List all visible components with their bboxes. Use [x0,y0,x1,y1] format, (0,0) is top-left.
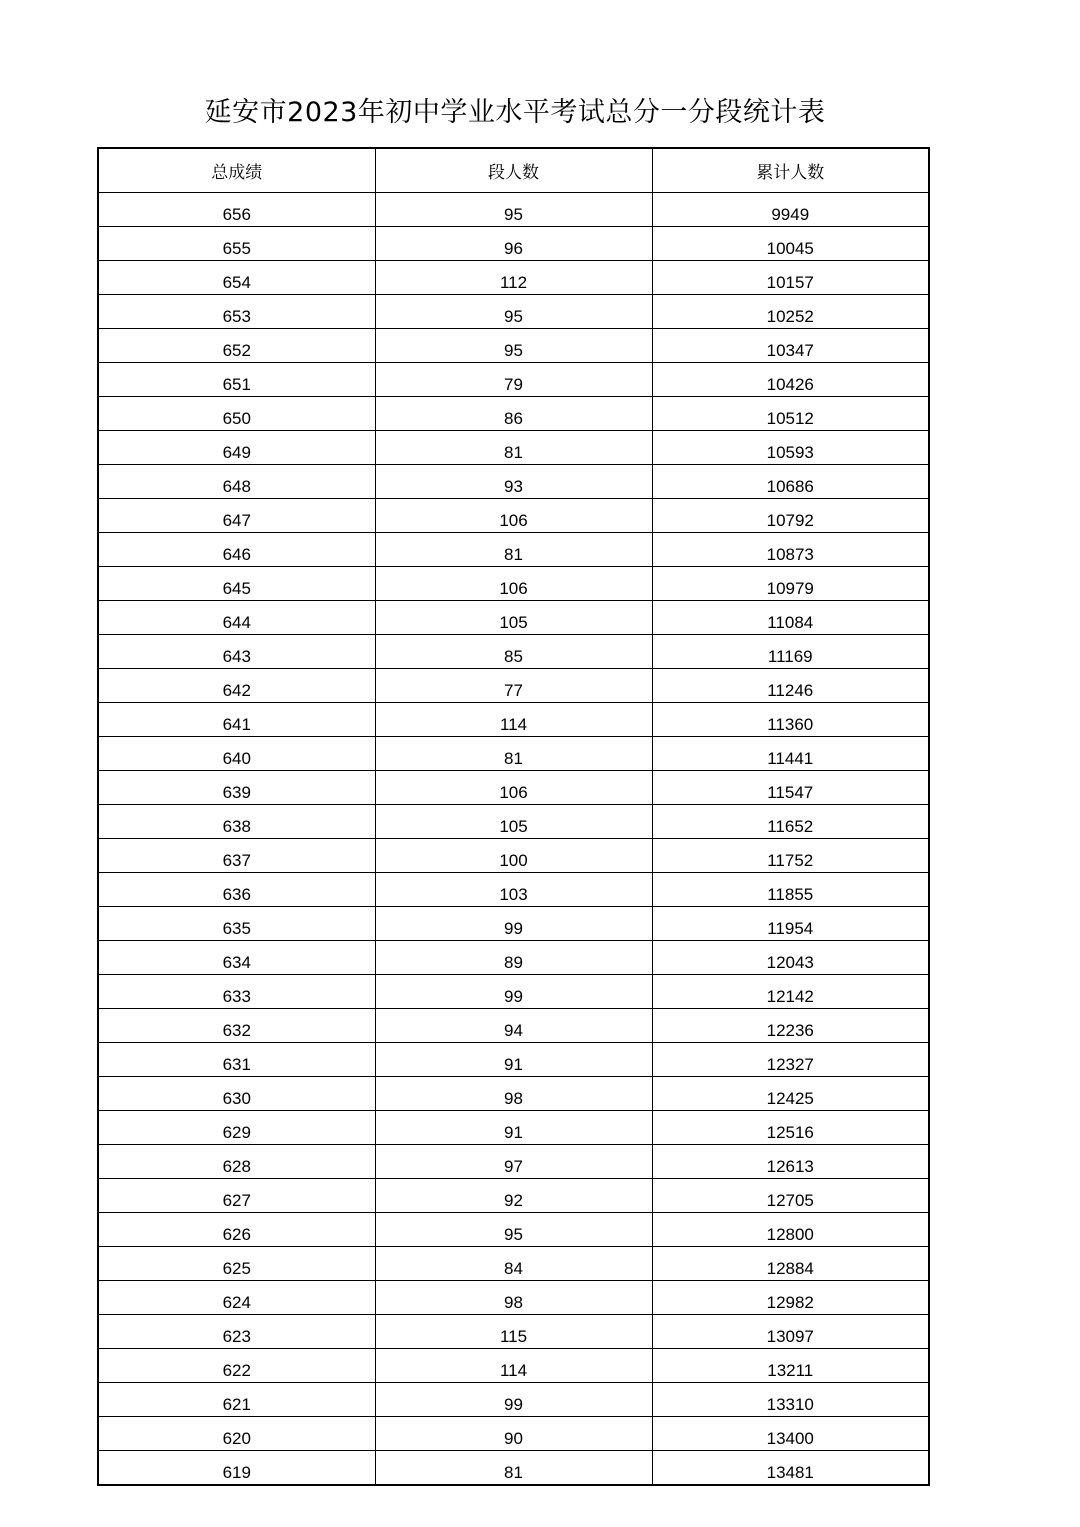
cell-segment-count: 91 [375,1111,652,1145]
cell-segment-count: 114 [375,703,652,737]
table-row [98,329,929,363]
cell-total-score: 640 [98,737,375,771]
cell-segment-count: 95 [375,329,652,363]
cell-total-score: 654 [98,261,375,295]
cell-cumulative-count: 10593 [652,431,929,465]
cell-total-score: 630 [98,1077,375,1111]
cell-total-score: 652 [98,329,375,363]
cell-total-score: 647 [98,499,375,533]
cell-cumulative-count: 12142 [652,975,929,1009]
table-row [98,1417,929,1451]
table-row [98,601,929,635]
cell-cumulative-count: 13310 [652,1383,929,1417]
cell-cumulative-count: 10873 [652,533,929,567]
cell-segment-count: 96 [375,227,652,261]
cell-segment-count: 86 [375,397,652,431]
cell-total-score: 623 [98,1315,375,1349]
cell-cumulative-count: 11855 [652,873,929,907]
cell-cumulative-count: 13097 [652,1315,929,1349]
cell-total-score: 645 [98,567,375,601]
cell-segment-count: 89 [375,941,652,975]
cell-total-score: 626 [98,1213,375,1247]
cell-cumulative-count: 12516 [652,1111,929,1145]
cell-segment-count: 81 [375,533,652,567]
cell-total-score: 619 [98,1451,375,1486]
cell-cumulative-count: 12705 [652,1179,929,1213]
cell-segment-count: 77 [375,669,652,703]
table-row [98,1009,929,1043]
cell-total-score: 621 [98,1383,375,1417]
cell-segment-count: 90 [375,1417,652,1451]
cell-total-score: 653 [98,295,375,329]
cell-segment-count: 95 [375,1213,652,1247]
cell-segment-count: 99 [375,975,652,1009]
cell-cumulative-count: 10347 [652,329,929,363]
table-row [98,1315,929,1349]
table-row [98,1179,929,1213]
cell-cumulative-count: 10157 [652,261,929,295]
header-segment-count: 段人数 [375,148,652,193]
table-row [98,1281,929,1315]
table-row [98,397,929,431]
cell-cumulative-count: 12236 [652,1009,929,1043]
cell-segment-count: 95 [375,295,652,329]
cell-segment-count: 93 [375,465,652,499]
cell-cumulative-count: 13400 [652,1417,929,1451]
cell-segment-count: 92 [375,1179,652,1213]
cell-segment-count: 115 [375,1315,652,1349]
cell-total-score: 642 [98,669,375,703]
table-row [98,975,929,1009]
table-row [98,363,929,397]
table-row [98,1383,929,1417]
cell-total-score: 628 [98,1145,375,1179]
cell-segment-count: 103 [375,873,652,907]
table-row [98,805,929,839]
table-row [98,465,929,499]
cell-cumulative-count: 9949 [652,193,929,227]
cell-segment-count: 99 [375,907,652,941]
cell-segment-count: 114 [375,1349,652,1383]
cell-cumulative-count: 12425 [652,1077,929,1111]
cell-cumulative-count: 10792 [652,499,929,533]
cell-total-score: 655 [98,227,375,261]
cell-cumulative-count: 12043 [652,941,929,975]
table-body [98,193,929,1486]
cell-cumulative-count: 12327 [652,1043,929,1077]
table-row [98,1077,929,1111]
cell-segment-count: 99 [375,1383,652,1417]
cell-total-score: 649 [98,431,375,465]
cell-segment-count: 79 [375,363,652,397]
cell-total-score: 656 [98,193,375,227]
table-row [98,193,929,227]
cell-segment-count: 105 [375,601,652,635]
cell-total-score: 632 [98,1009,375,1043]
table-row [98,431,929,465]
cell-cumulative-count: 12884 [652,1247,929,1281]
header-total-score: 总成绩 [98,148,375,193]
cell-total-score: 631 [98,1043,375,1077]
cell-segment-count: 98 [375,1281,652,1315]
cell-cumulative-count: 11954 [652,907,929,941]
cell-cumulative-count: 10426 [652,363,929,397]
table-row [98,1247,929,1281]
cell-segment-count: 81 [375,737,652,771]
table-row [98,1349,929,1383]
table-row [98,941,929,975]
cell-cumulative-count: 11246 [652,669,929,703]
table-row [98,669,929,703]
cell-segment-count: 97 [375,1145,652,1179]
cell-cumulative-count: 12613 [652,1145,929,1179]
cell-total-score: 650 [98,397,375,431]
cell-cumulative-count: 12800 [652,1213,929,1247]
cell-cumulative-count: 10252 [652,295,929,329]
table-row [98,567,929,601]
cell-total-score: 646 [98,533,375,567]
cell-total-score: 622 [98,1349,375,1383]
cell-total-score: 624 [98,1281,375,1315]
cell-total-score: 625 [98,1247,375,1281]
table-row [98,737,929,771]
cell-cumulative-count: 12982 [652,1281,929,1315]
table-row [98,1213,929,1247]
header-cumulative-count: 累计人数 [652,148,929,193]
cell-cumulative-count: 10686 [652,465,929,499]
cell-total-score: 627 [98,1179,375,1213]
cell-total-score: 633 [98,975,375,1009]
cell-total-score: 636 [98,873,375,907]
cell-segment-count: 106 [375,567,652,601]
cell-segment-count: 105 [375,805,652,839]
cell-cumulative-count: 10045 [652,227,929,261]
table-row [98,635,929,669]
cell-total-score: 643 [98,635,375,669]
cell-total-score: 634 [98,941,375,975]
cell-segment-count: 95 [375,193,652,227]
table-row [98,873,929,907]
cell-total-score: 638 [98,805,375,839]
cell-total-score: 629 [98,1111,375,1145]
table-row [98,1451,929,1486]
cell-segment-count: 85 [375,635,652,669]
table-row [98,907,929,941]
cell-segment-count: 112 [375,261,652,295]
cell-cumulative-count: 11169 [652,635,929,669]
cell-total-score: 637 [98,839,375,873]
table-header-row [98,148,929,193]
cell-cumulative-count: 10979 [652,567,929,601]
table-row [98,1145,929,1179]
table-row [98,839,929,873]
cell-cumulative-count: 11084 [652,601,929,635]
table-row [98,499,929,533]
table-row [98,261,929,295]
cell-cumulative-count: 11360 [652,703,929,737]
cell-segment-count: 91 [375,1043,652,1077]
cell-total-score: 641 [98,703,375,737]
cell-segment-count: 106 [375,499,652,533]
cell-segment-count: 81 [375,1451,652,1486]
table-row [98,703,929,737]
cell-cumulative-count: 11652 [652,805,929,839]
table-row [98,771,929,805]
table-row [98,227,929,261]
cell-segment-count: 81 [375,431,652,465]
table-row [98,1111,929,1145]
cell-segment-count: 98 [375,1077,652,1111]
cell-cumulative-count: 10512 [652,397,929,431]
page-title: 延安市2023年初中学业水平考试总分一分段统计表 [204,97,826,128]
cell-cumulative-count: 13481 [652,1451,929,1486]
cell-cumulative-count: 11752 [652,839,929,873]
cell-total-score: 648 [98,465,375,499]
cell-cumulative-count: 11547 [652,771,929,805]
table-row [98,1043,929,1077]
score-distribution-table [97,147,930,1486]
cell-total-score: 644 [98,601,375,635]
table-row [98,295,929,329]
cell-total-score: 620 [98,1417,375,1451]
cell-cumulative-count: 11441 [652,737,929,771]
cell-segment-count: 94 [375,1009,652,1043]
cell-cumulative-count: 13211 [652,1349,929,1383]
cell-segment-count: 106 [375,771,652,805]
cell-total-score: 635 [98,907,375,941]
cell-total-score: 639 [98,771,375,805]
table-row [98,533,929,567]
cell-total-score: 651 [98,363,375,397]
cell-segment-count: 100 [375,839,652,873]
cell-segment-count: 84 [375,1247,652,1281]
